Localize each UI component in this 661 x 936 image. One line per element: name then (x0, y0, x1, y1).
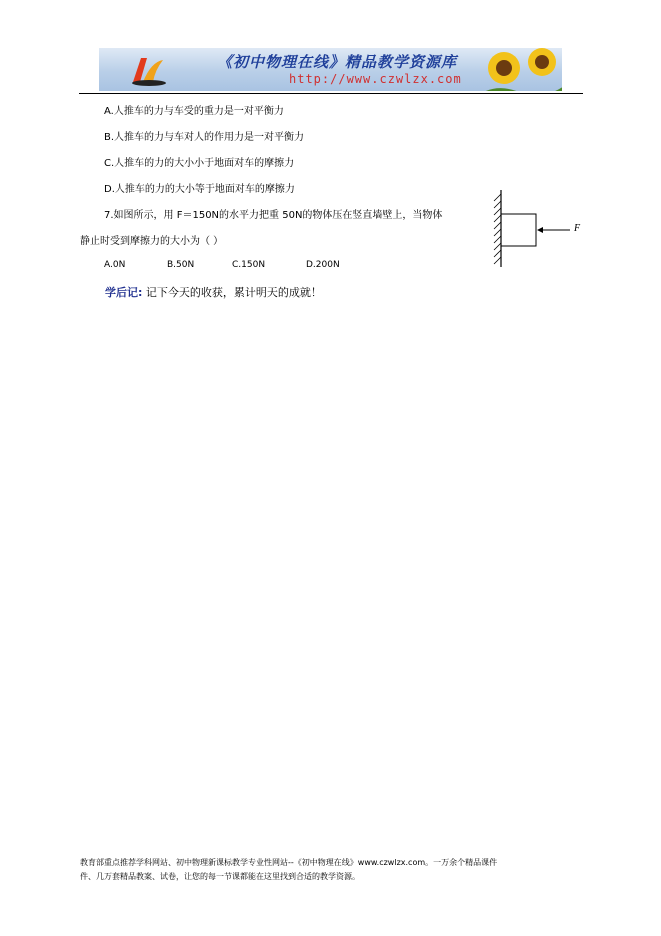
footer-line1: 教育部重点推荐学科网站、初中物理新课标教学专业性网站--《初中物理在线》www.czwlzx.com。一万余个精品课件 (80, 858, 498, 867)
banner-url[interactable]: http://www.czwlzx.com (289, 72, 462, 86)
footer-line2: 件、几万套精品教案、试卷，让您的每一节课都能在这里找到合适的教学资源。 (80, 872, 360, 881)
choice-d: D.200N (306, 260, 340, 270)
header-banner (99, 48, 562, 91)
option-d: D.人推车的力的大小等于地面对车的摩擦力 (104, 184, 295, 195)
choice-a: A.0N (104, 260, 126, 270)
option-a: A.人推车的力与车受的重力是一对平衡力 (104, 106, 284, 117)
block (501, 214, 536, 246)
option-c: C.人推车的力的大小小于地面对车的摩擦力 (104, 158, 295, 169)
site-logo (129, 52, 169, 88)
header-rule (79, 93, 583, 94)
force-arrowhead (537, 227, 543, 233)
wall-hatching (494, 194, 501, 264)
choice-c: C.150N (232, 260, 266, 270)
sunflower-image (474, 48, 562, 91)
option-b: B.人推车的力与车对人的作用力是一对平衡力 (104, 132, 305, 143)
question7-line2: 静止时受到摩擦力的大小为（ ） (80, 236, 224, 247)
study-note (105, 284, 322, 300)
choice-b: B.50N (167, 260, 195, 270)
question7-line1: 7.如图所示，用 F＝150N的水平力把重 50N的物体压在竖直墙壁上，当物体 (104, 210, 443, 221)
study-note-text: 记下今天的收获，累计明天的成就！ (145, 286, 322, 299)
wall-block-diagram (486, 190, 586, 270)
banner-title: 《初中物理在线》精品教学资源库 (217, 53, 458, 71)
force-label: F (574, 223, 581, 234)
study-note-label: 学后记: (105, 286, 143, 299)
